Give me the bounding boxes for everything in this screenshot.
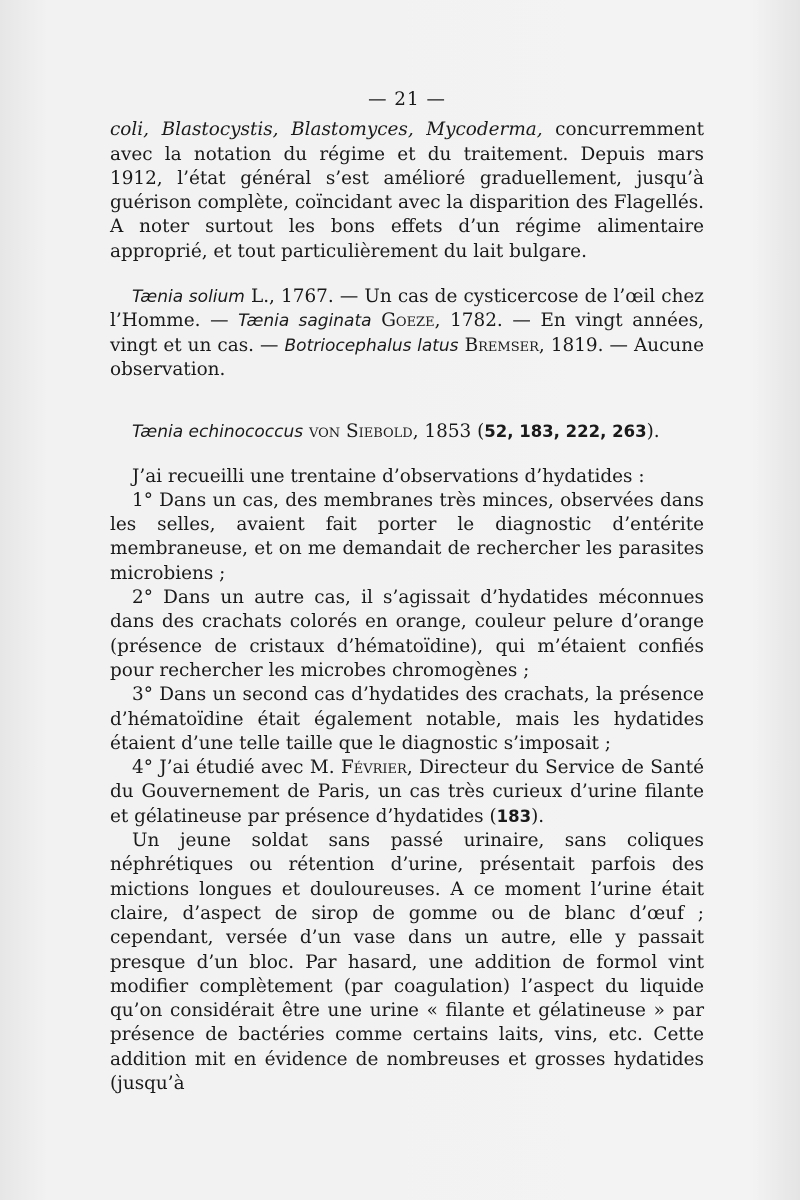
paragraph-case-3: 3° Dans un second cas d’hydatides des crachats, la présence d’hématoïdine était également notable, mais les hydatides étaient d’une telle taille que le diagnostic s’imposait ; bbox=[110, 684, 704, 754]
species-botriocephalus-latus: Botriocephalus latus bbox=[284, 335, 459, 356]
author-bremser: Bremser bbox=[464, 334, 539, 356]
paragraph-case-1: 1° Dans un cas, des membranes très minces, observées dans les selles, avaient fait porter le diagnostic d’entérite membraneuse, et on me demandait de rechercher les parasites microbiens ; bbox=[110, 489, 704, 584]
heading-von: von bbox=[308, 421, 341, 443]
section-heading: Tænia echinococcus von Siebold, 1853 (52, 183, 222, 263). bbox=[132, 421, 660, 443]
paragraph-intro: J’ai recueilli une trentaine d’observations d’hydatides : bbox=[132, 465, 645, 487]
organism-names: coli, Blastocystis, Blastomyces, Mycoderma, bbox=[110, 119, 543, 141]
author-fevrier: Février bbox=[340, 757, 407, 779]
species-taenia-solium: Tænia solium bbox=[132, 287, 245, 308]
page-number: — 21 — bbox=[368, 89, 446, 110]
species-taenia-echinococcus: Tænia echinococcus bbox=[132, 422, 304, 443]
text-block bbox=[110, 88, 704, 1096]
author-goeze: Goeze bbox=[381, 310, 435, 332]
paragraph-1 bbox=[110, 118, 704, 264]
case-4-reference: 183 bbox=[496, 806, 532, 826]
heading-references: 52, 183, 222, 263 bbox=[484, 422, 647, 442]
paragraph-soldier: Un jeune soldat sans passé urinaire, sans coliques néphrétiques ou rétention d’urine, présentait parfois des mictions longues et douloureuses. A ce moment l’urine était claire, d’aspect de sirop de gomme ou de blanc d’œuf ; cependant, versée d’un vase dans un autre, elle y passait presque d’un bloc. Par hasard, une addition de formol vint modifier complètement (par coagulation) l’aspect du liquide qu’on considérait être une urine « filante et gélatineuse » par présence de bactéries comme certains laits, vins, etc. Cette addition mit en évidence de nombreuses et grosses hydatides (jusqu’à bbox=[110, 830, 704, 1094]
paragraph-case-2: 2° Dans un autre cas, il s’agissait d’hydatides méconnues dans des crachats colorés en orange, couleur pelure d’orange (présence de cristaux d’hématoïdine), qui m’étaient confiés pour rechercher les microbes chromogènes ; bbox=[110, 587, 704, 681]
paragraph-taenia: Tænia solium L., 1767. — Un cas de cysticercose de l’œil chez l’Homme. — Tænia saginata Goeze, 1782. — En vingt années, vingt et un cas. — Botriocephalus latus Bremser, 1819. — Aucune observation. bbox=[110, 286, 704, 380]
paragraph-case-4: 4° J’ai étudié avec M. Février, Directeur du Service de Santé du Gouvernement de Paris, un cas très curieux d’urine filante et gélatineuse par présence d’hydatides (183). bbox=[110, 757, 704, 827]
species-taenia-saginata: Tænia saginata bbox=[238, 311, 372, 332]
author-siebold: Siebold bbox=[346, 421, 413, 443]
paragraph-1-text: concurremment avec la notation du régime et du traitement. Depuis mars 1912, l’état général s’est amélioré graduellement, jusqu’à guérison complète, coïncidant avec la disparition des Flagellés. A noter surtout les bons effets d’un régime alimentaire approprié, et tout particulièrement du lait bulgare. bbox=[110, 119, 705, 262]
